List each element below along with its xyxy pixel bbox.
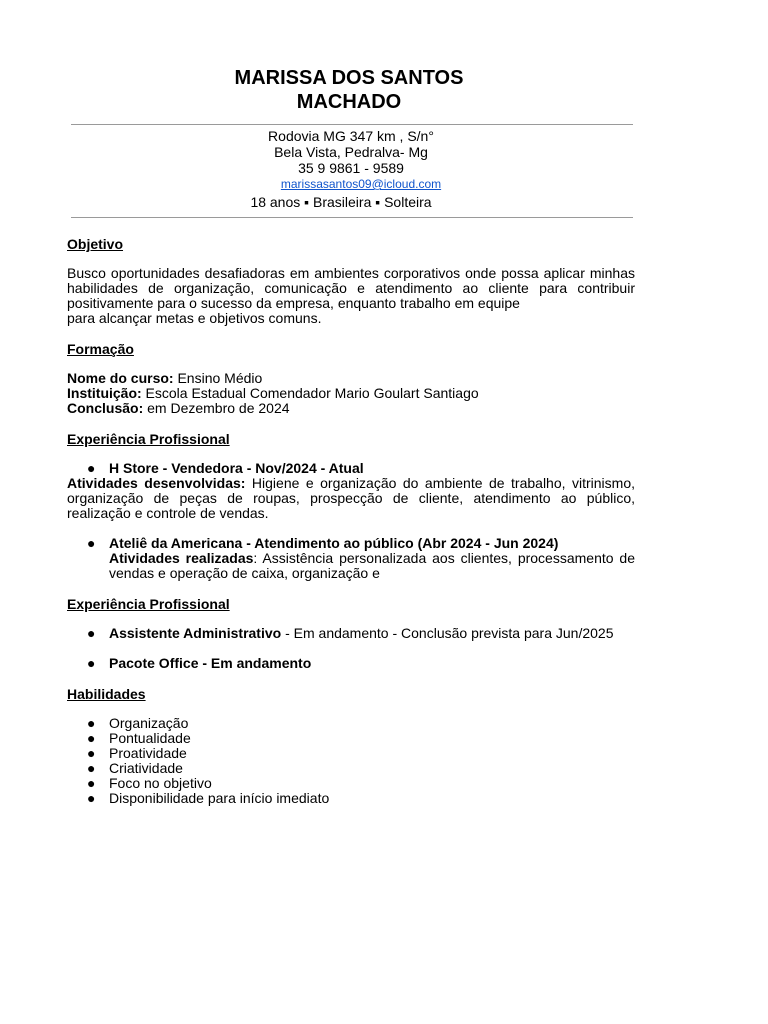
curso2-bold: Pacote Office - Em andamento: [109, 655, 312, 671]
bullet-icon: ●: [87, 760, 96, 776]
bullet-icon: ●: [87, 745, 96, 761]
objetivo-text: [67, 266, 635, 326]
bullet-icon: ●: [87, 655, 96, 671]
job-item-2: [67, 536, 635, 551]
job1-description: [67, 476, 635, 521]
curso-item-2: [67, 656, 635, 671]
formacao-curso: [67, 371, 635, 386]
bullet-icon: ●: [87, 790, 96, 806]
habilidade-item: [67, 776, 635, 791]
address-line-1: Rodovia MG 347 km , S/n°: [268, 128, 434, 144]
email-link[interactable]: marissasantos09@icloud.com: [280, 177, 442, 191]
experiencia-list-2: [67, 536, 635, 551]
habilidade-label: Proatividade: [109, 745, 187, 761]
bullet-icon: ●: [87, 715, 96, 731]
habilidade-item: [67, 761, 635, 776]
name-line-2: MACHADO: [296, 91, 402, 113]
contact-block: [67, 125, 635, 217]
bullet-icon: ●: [87, 460, 96, 476]
instituicao-label: Instituição:: [67, 385, 142, 401]
list-spacer: [67, 641, 635, 656]
curso1-bold: Assistente Administrativo: [109, 625, 282, 641]
formacao-conclusao: [67, 401, 635, 416]
curso-item-1: [67, 626, 635, 641]
habilidade-item: [67, 791, 635, 806]
habilidade-label: Criatividade: [109, 760, 183, 776]
conclusao-label: Conclusão:: [67, 400, 144, 416]
section-title-formacao: Formação: [67, 341, 134, 357]
habilidade-item: [67, 746, 635, 761]
bullet-icon: ●: [87, 775, 96, 791]
habilidade-label: Organização: [109, 715, 189, 731]
bullet-icon: ●: [87, 625, 96, 641]
job2-text: : Assistência personalizada aos clientes, processamento de vendas e operação de caixa, organização e: [109, 550, 635, 581]
cursos-list: [67, 626, 635, 671]
job2-title: Ateliê da Americana - Atendimento ao público (Abr 2024 - Jun 2024): [109, 535, 559, 551]
job1-label: Atividades desenvolvidas:: [67, 475, 246, 491]
job2-label: Atividades realizadas: [109, 550, 254, 566]
address-line-2: Bela Vista, Pedralva- Mg: [274, 144, 428, 160]
job1-title: H Store - Vendedora - Nov/2024 - Atual: [109, 460, 364, 476]
conclusao-value: em Dezembro de 2024: [143, 400, 290, 416]
resume-page: [67, 66, 635, 806]
experiencia-list: [67, 461, 635, 476]
formacao-details: [67, 371, 635, 416]
bullet-icon: ●: [87, 535, 96, 551]
objetivo-text-last: para alcançar metas e objetivos comuns.: [67, 310, 322, 326]
job2-description: [67, 551, 635, 581]
objetivo-text-main: Busco oportunidades desafiadoras em ambientes corporativos onde possa aplicar minhas habilidades de organização, comunicação e atendimento ao cliente para contribuir positivamente para o sucesso da empresa, enquanto trabalho em equipe: [67, 265, 635, 311]
phone-number: 35 9 9861 - 9589: [298, 160, 404, 176]
habilidade-item: [67, 716, 635, 731]
section-title-objetivo: Objetivo: [67, 236, 124, 252]
curso-label: Nome do curso:: [67, 370, 174, 386]
candidate-name: [63, 66, 635, 114]
curso-value: Ensino Médio: [173, 370, 263, 386]
instituicao-value: Escola Estadual Comendador Mario Goulart Santiago: [141, 385, 479, 401]
section-title-habilidades: Habilidades: [67, 686, 146, 702]
habilidade-item: [67, 731, 635, 746]
curso1-text: - Em andamento - Conclusão prevista para Jun/2025: [281, 625, 614, 641]
job1-text: Higiene e organização do ambiente de trabalho, vitrinismo, organização de peças de roupas, prospecção de cliente, atendimento ao público, realização e controle de vendas.: [67, 475, 635, 521]
habilidade-label: Disponibilidade para início imediato: [109, 790, 330, 806]
job-item-1: [67, 461, 635, 476]
bullet-icon: ●: [87, 730, 96, 746]
habilidade-label: Pontualidade: [109, 730, 191, 746]
habilidade-label: Foco no objetivo: [109, 775, 212, 791]
name-line-1: MARISSA DOS SANTOS: [234, 67, 464, 89]
formacao-instituicao: [67, 386, 635, 401]
section-title-experiencia: Experiência Profissional: [67, 431, 230, 447]
habilidades-list: [67, 716, 635, 806]
section-title-cursos: Experiência Profissional: [67, 596, 230, 612]
personal-info: 18 anos ▪ Brasileira ▪ Solteira: [250, 194, 432, 210]
